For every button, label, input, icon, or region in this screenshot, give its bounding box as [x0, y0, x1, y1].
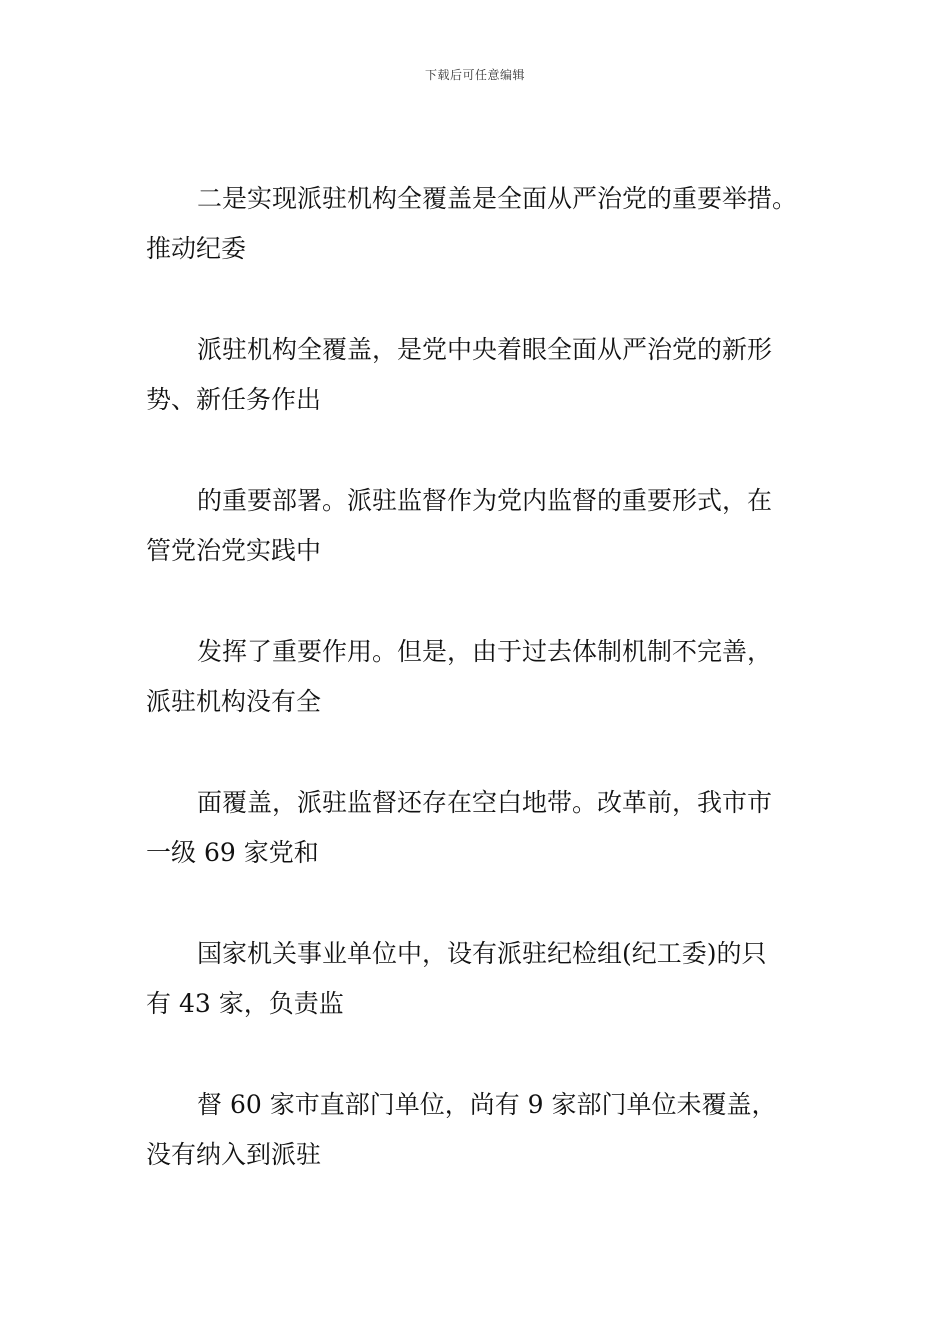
paragraph-line: 一级 69 家党和: [146, 838, 319, 867]
paragraph-line: 二是实现派驻机构全覆盖是全面从严治党的重要举措。: [197, 184, 798, 213]
paragraph-line: 国家机关事业单位中，设有派驻纪检组(纪工委)的只: [197, 939, 767, 968]
paragraph-line: 督 60 家市直部门单位，尚有 9 家部门单位未覆盖，: [197, 1090, 777, 1119]
paragraph: [146, 476, 836, 576]
document-body: [146, 174, 836, 1231]
page-header: 下载后可任意编辑: [424, 68, 525, 82]
paragraph-line: 派驻机构全覆盖，是党中央着眼全面从严治党的新形: [197, 335, 773, 364]
paragraph: [146, 174, 836, 274]
paragraph: [146, 929, 836, 1029]
paragraph-line: 派驻机构没有全: [146, 687, 322, 716]
paragraph-line: 势、新任务作出: [146, 385, 322, 414]
paragraph-line: 的重要部署。派驻监督作为党内监督的重要形式，在: [197, 486, 773, 515]
paragraph: [146, 627, 836, 727]
paragraph: [146, 325, 836, 425]
paragraph-line: 面覆盖，派驻监督还存在空白地带。改革前，我市市: [197, 788, 773, 817]
paragraph-line: 没有纳入到派驻: [146, 1140, 322, 1169]
paragraph: [146, 778, 836, 878]
paragraph-line: 推动纪委: [146, 234, 247, 263]
paragraph-line: 管党治党实践中: [146, 536, 322, 565]
paragraph-line: 有 43 家，负责监: [146, 989, 344, 1018]
paragraph-line: 发挥了重要作用。但是，由于过去体制机制不完善，: [197, 637, 773, 666]
paragraph: [146, 1080, 836, 1180]
